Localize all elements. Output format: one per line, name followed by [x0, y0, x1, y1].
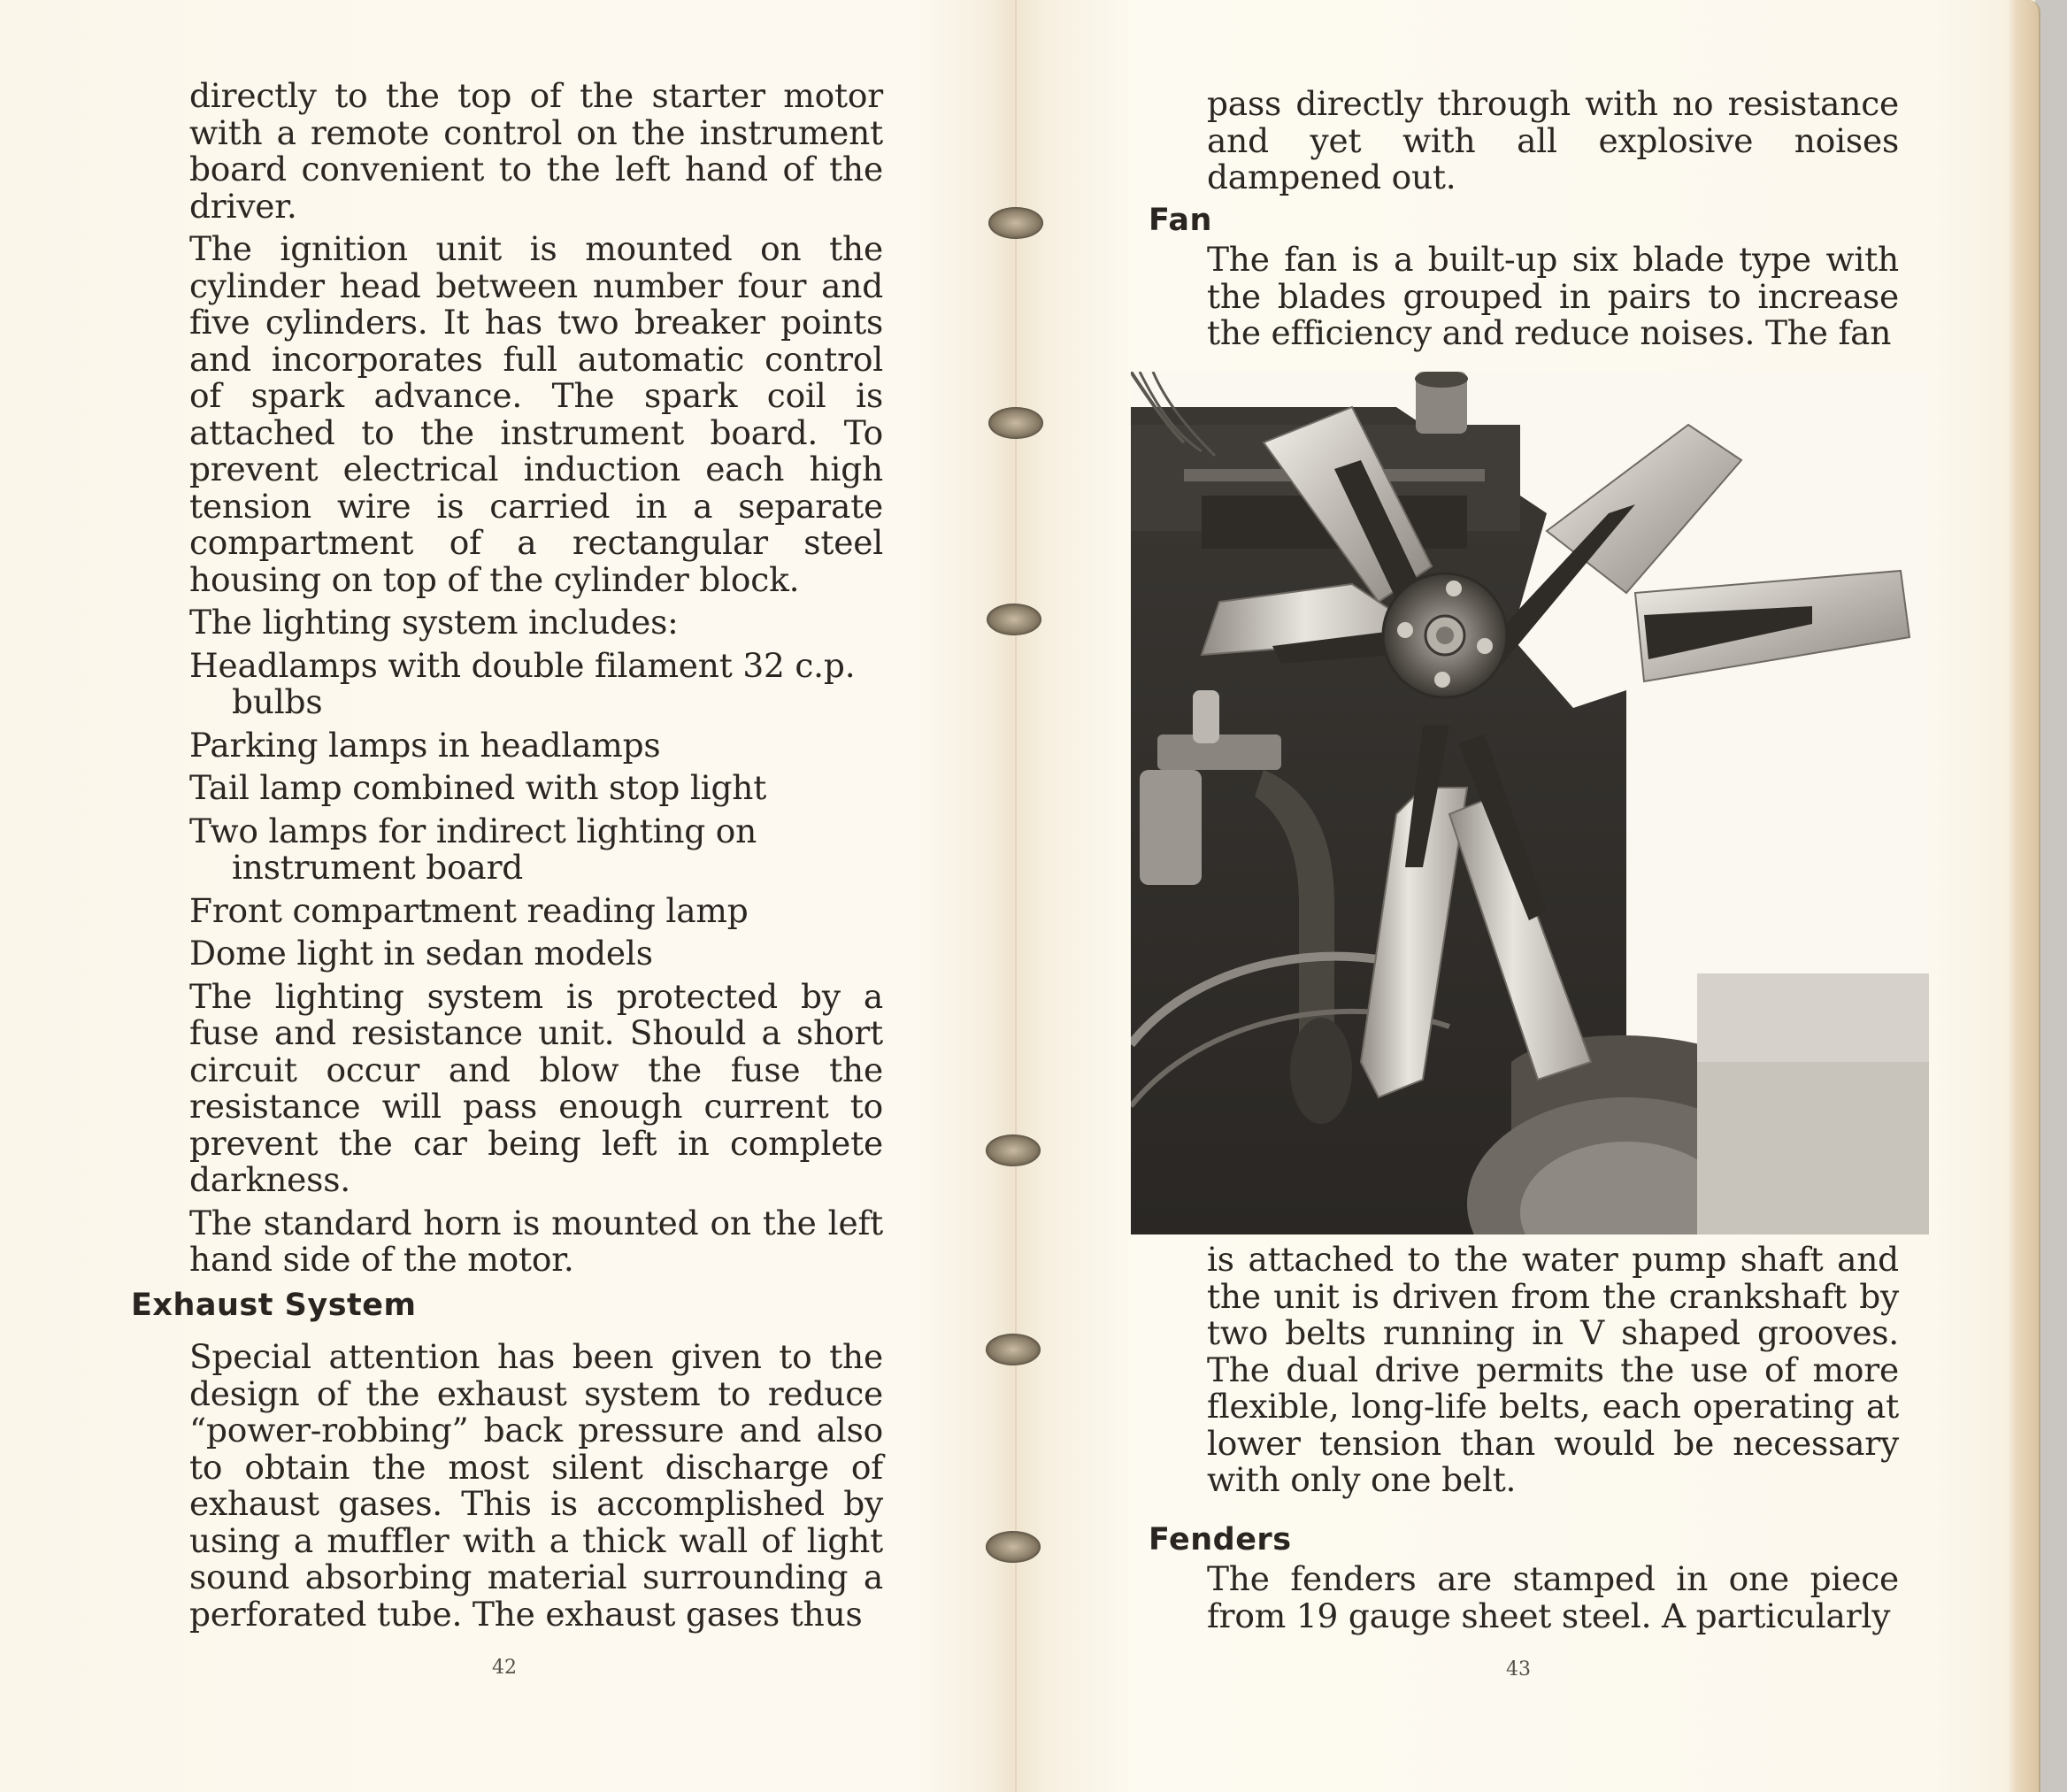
section-heading-fan: Fan [1149, 203, 1212, 238]
binding-hole [986, 1134, 1041, 1166]
lighting-list-item: Headlamps with double filament 32 c.p. bulbs [189, 645, 856, 721]
section-heading-fenders: Fenders [1149, 1522, 1292, 1557]
paragraph-fenders: The fenders are stamped in one piece from 19 gauge sheet steel. A particularly [1207, 1559, 1899, 1635]
lighting-list-item: Tail lamp combined with stop light [189, 768, 767, 807]
fan-illustration [1131, 372, 1929, 1234]
paragraph-fan-drive: is attached to the water pump shaft and the unit is driven from the crankshaft by two belts running in V shaped grooves. The dual drive permits the use of more flexible, long-life belts, each operating at lower tension than would be necessary with only one belt. [1207, 1240, 1899, 1499]
exhaust-continuation [1207, 86, 1899, 196]
engine-fan-photo [1131, 372, 1929, 1234]
binding-hole [987, 604, 1041, 635]
book-gutter [1015, 0, 1017, 1792]
binding-hole [988, 207, 1043, 239]
left-page-body [189, 78, 883, 1279]
lighting-list-item: Two lamps for indirect lighting on instrument board [189, 811, 757, 887]
lighting-list-item: Front compartment reading lamp [189, 890, 749, 930]
paragraph-ignition-unit: The ignition unit is mounted on the cylinder head between number four and five cylinders. It has two breaker points and incorporates full automatic control of spark advance. The spark coil is attached to the instrument board. To prevent electrical induction each high tension wire is carried in a separate compartment of a rectangular steel housing on top of the cylinder block. [189, 229, 883, 599]
section-heading-exhaust-system: Exhaust System [131, 1288, 417, 1323]
paragraph-horn: The standard horn is mounted on the left hand side of the motor. [189, 1203, 883, 1279]
fan-body-top [1207, 242, 1899, 352]
fenders-body [1207, 1561, 1899, 1634]
paragraph-exhaust-continued: pass directly through with no resistance and yet with all explosive noises dampened out. [1207, 84, 1899, 196]
fan-body-bottom [1207, 1242, 1899, 1499]
lighting-list-item: Dome light in sedan models [189, 934, 653, 973]
page-number: 43 [1506, 1658, 1531, 1680]
paragraph-exhaust: Special attention has been given to the design of the exhaust system to reduce “power-robbing” back pressure and also to obtain the most silent discharge of exhaust gases. This is accomplished by using a muffler with a thick wall of light sound absorbing material surrounding a perforated tube. The exhaust gases thus [189, 1337, 883, 1634]
binding-hole [988, 407, 1043, 439]
paragraph-lighting-fuse: The lighting system is protected by a fuse and resistance unit. Should a short circuit occur and blow the fuse the resistance will pass enough current to prevent the car being left in complete darkness. [189, 976, 883, 1199]
page-number: 42 [492, 1657, 517, 1679]
binding-hole [986, 1334, 1041, 1365]
paragraph-starter-control: directly to the top of the starter motor with a remote control on the instrument board convenient to the left hand of the driver. [189, 76, 883, 226]
lighting-list-item: Parking lamps in headlamps [189, 725, 661, 765]
binding-hole [986, 1531, 1041, 1563]
page-edge [2007, 0, 2040, 1792]
exhaust-body [189, 1339, 883, 1633]
paragraph-fan-intro: The fan is a built-up six blade type with the blades grouped in pairs to increase the efficiency and reduce noises. The fan [1207, 240, 1899, 352]
paragraph-lighting-intro: The lighting system includes: [189, 603, 679, 642]
